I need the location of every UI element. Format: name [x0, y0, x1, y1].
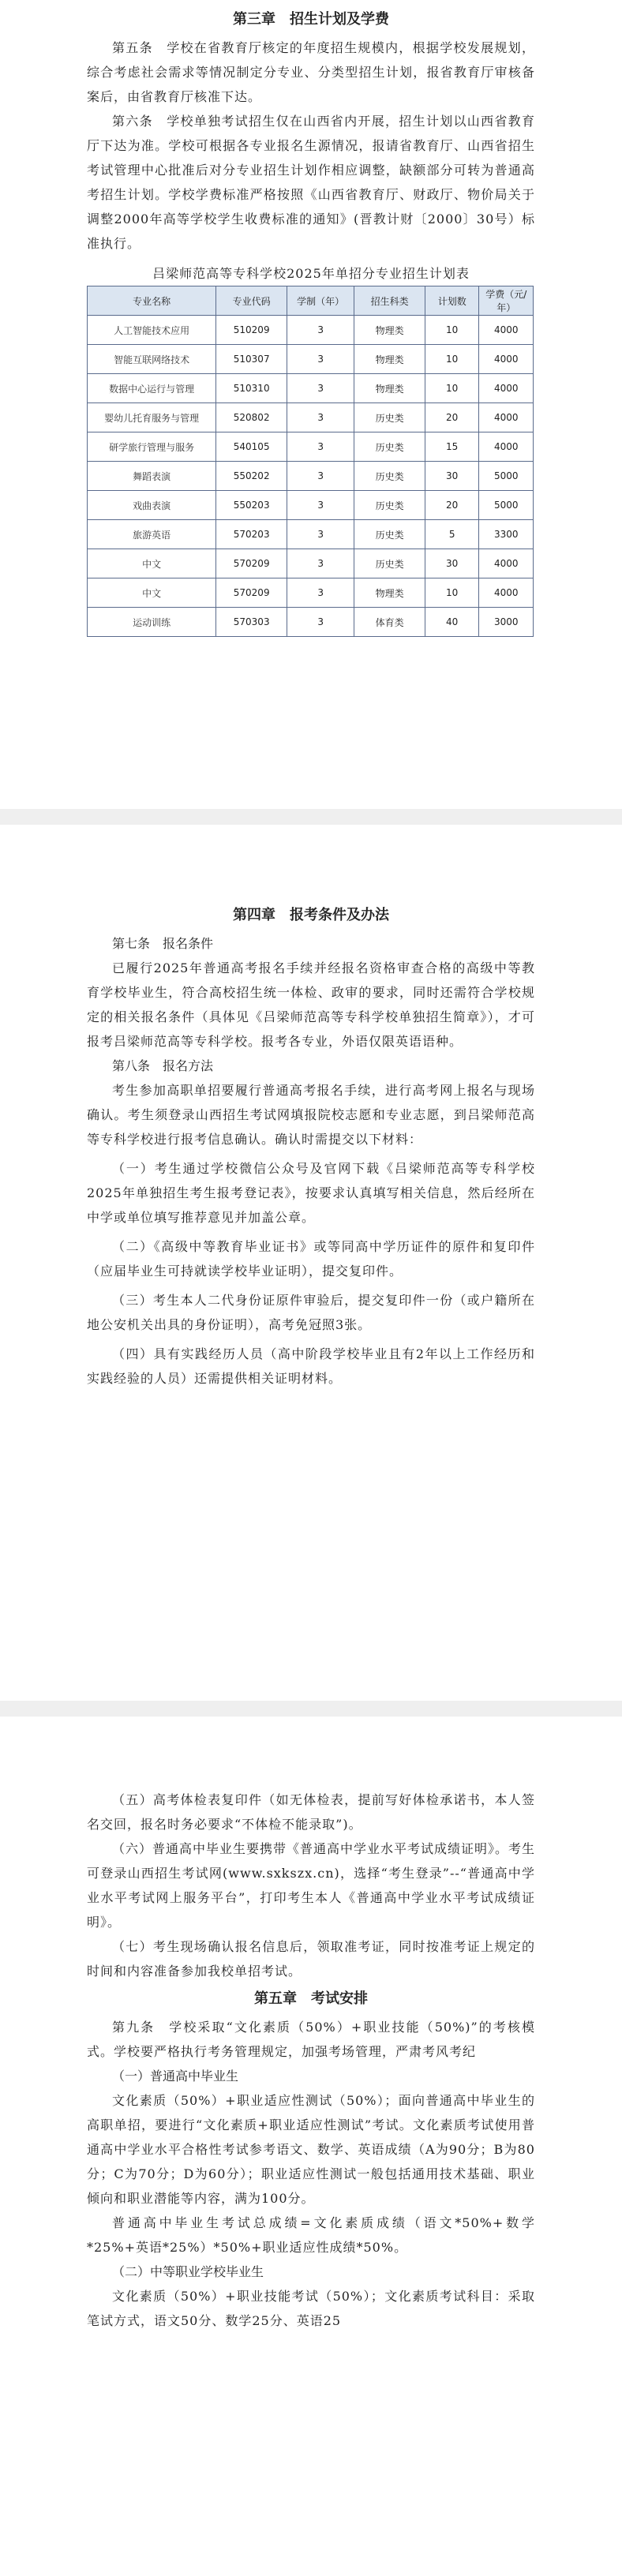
table-cell: 540105 [216, 432, 287, 462]
table-cell: 520802 [216, 403, 287, 432]
table-cell: 4000 [479, 345, 534, 374]
table-cell: 4000 [479, 374, 534, 403]
table-cell: 物理类 [354, 316, 425, 345]
table-header-cell: 专业代码 [216, 286, 287, 316]
table-cell: 人工智能技术应用 [88, 316, 216, 345]
table-cell: 10 [425, 316, 479, 345]
table-cell: 4000 [479, 316, 534, 345]
table-cell: 4000 [479, 403, 534, 432]
table-cell: 30 [425, 462, 479, 491]
table-cell: 物理类 [354, 578, 425, 608]
table-cell: 历史类 [354, 520, 425, 549]
table-cell: 550203 [216, 491, 287, 520]
table-cell: 戏曲表演 [88, 491, 216, 520]
table-header-row [88, 286, 534, 316]
table-row [88, 491, 534, 520]
table-cell: 5000 [479, 462, 534, 491]
table-cell: 570209 [216, 578, 287, 608]
table-cell: 4000 [479, 432, 534, 462]
table-cell: 3 [287, 491, 354, 520]
table-row [88, 345, 534, 374]
table-cell: 570303 [216, 608, 287, 637]
table-cell: 旅游英语 [88, 520, 216, 549]
table-cell: 3 [287, 345, 354, 374]
table-row [88, 578, 534, 608]
material-item-3: （三）考生本人二代身份证原件审验后，提交复印件一份（或户籍所在地公安机关出具的身份证明），高考免冠照3张。 [87, 1293, 535, 1332]
table-cell: 30 [425, 549, 479, 578]
table-cell: 中文 [88, 578, 216, 608]
table-header-cell: 专业名称 [88, 286, 216, 316]
material-item-6: （六）普通高中毕业生要携带《普通高中学业水平考试成绩证明》。考生可登录山西招生考试网(www.sxkszx.cn)，选择“考生登录”--“普通高中学业水平考试网上服务平台”，打印考生本人《普通高中学业水平考试成绩证明》。 [87, 1841, 536, 1930]
table-cell: 550202 [216, 462, 287, 491]
table-cell: 20 [425, 491, 479, 520]
table-cell: 智能互联网络技术 [88, 345, 216, 374]
table-cell: 历史类 [354, 403, 425, 432]
table-cell: 物理类 [354, 345, 425, 374]
table-cell: 510310 [216, 374, 287, 403]
material-item-4: （四）具有实践经历人员（高中阶段学校毕业且有2年以上工作经历和实践经验的人员）还需提供相关证明材料。 [87, 1346, 535, 1386]
material-item-2: （二）《高级中等教育毕业证书》或等同高中学历证件的原件和复印件（应届毕业生可持就读学校毕业证明），提交复印件。 [87, 1239, 535, 1279]
page-separator [0, 809, 622, 825]
table-row [88, 403, 534, 432]
table-cell: 5000 [479, 491, 534, 520]
table-cell: 3 [287, 462, 354, 491]
table-cell: 3000 [479, 608, 534, 637]
subsection-1-formula: 普通高中毕业生考试总成绩=文化素质成绩（语文*50%+数学*25%+英语*25%）*50%+职业适应性成绩*50%。 [87, 2215, 535, 2255]
table-header-cell: 学制（年） [287, 286, 354, 316]
table-cell: 历史类 [354, 462, 425, 491]
article-7-text: 已履行2025年普通高考报名手续并经报名资格审查合格的高级中等教育学校毕业生，符合高校招生统一体检、政审的要求，同时还需符合学校规定的相关报名条件（具体见《吕梁师范高等专科学校单独招生简章》），才可报考吕梁师范高等专科学校。报考各专业，外语仅限英语语种。 [87, 960, 535, 1049]
table-header-cell: 招生科类 [354, 286, 425, 316]
table-cell: 4000 [479, 578, 534, 608]
table-cell: 物理类 [354, 374, 425, 403]
table-cell: 15 [425, 432, 479, 462]
table-cell: 3 [287, 608, 354, 637]
table-cell: 570203 [216, 520, 287, 549]
table-row [88, 549, 534, 578]
table-cell: 3 [287, 549, 354, 578]
table-cell: 历史类 [354, 491, 425, 520]
table-cell: 5 [425, 520, 479, 549]
chapter-5-title: 第五章 考试安排 [254, 1990, 368, 2007]
table-cell: 历史类 [354, 549, 425, 578]
subsection-2-text: 文化素质（50%）+职业技能考试（50%）；文化素质考试科目：采取笔试方式，语文50分、数学25分、英语25 [87, 2289, 535, 2328]
table-cell: 10 [425, 578, 479, 608]
table-cell: 研学旅行管理与服务 [88, 432, 216, 462]
chapter-3-title: 第三章 招生计划及学费 [233, 11, 389, 28]
table-cell: 3 [287, 520, 354, 549]
table-cell: 婴幼儿托育服务与管理 [88, 403, 216, 432]
table-row [88, 462, 534, 491]
table-cell: 3 [287, 316, 354, 345]
table-row [88, 520, 534, 549]
page-2 [0, 825, 622, 1701]
table-cell: 10 [425, 374, 479, 403]
subsection-2-title: （二）中等职业学校毕业生 [112, 2264, 264, 2279]
table-row [88, 374, 534, 403]
page-3 [0, 1717, 622, 2576]
table-header-cell: 计划数 [425, 286, 479, 316]
table-cell: 510209 [216, 316, 287, 345]
table-cell: 510307 [216, 345, 287, 374]
table-cell: 3300 [479, 520, 534, 549]
table-cell: 运动训练 [88, 608, 216, 637]
article-8-title: 第八条 报名方法 [112, 1058, 214, 1073]
table-row [88, 316, 534, 345]
table-cell: 570209 [216, 549, 287, 578]
table-cell: 体育类 [354, 608, 425, 637]
table-cell: 舞蹈表演 [88, 462, 216, 491]
article-5: 第五条 学校在省教育厅核定的年度招生规模内，根据学校发展规划，综合考虑社会需求等情况制定分专业、分类型招生计划，报省教育厅审核备案后，由省教育厅核准下达。 [87, 40, 535, 104]
enrollment-plan-table [87, 286, 534, 637]
chapter-4-title: 第四章 报考条件及办法 [233, 907, 389, 923]
table-cell: 3 [287, 432, 354, 462]
article-9-text: 第九条 学校采取“文化素质（50%）+职业技能（50%)”的考核模式。学校要严格执行考务管理规定，加强考场管理，严肃考风考纪 [87, 2020, 535, 2059]
table-cell: 数据中心运行与管理 [88, 374, 216, 403]
table-cell: 20 [425, 403, 479, 432]
material-item-1: （一）考生通过学校微信公众号及官网下载《吕梁师范高等专科学校2025年单独招生考生报考登记表》，按要求认真填写相关信息，然后经所在中学或单位填写推荐意见并加盖公章。 [87, 1161, 535, 1225]
table-cell: 3 [287, 374, 354, 403]
table-title: 吕梁师范高等专科学校2025年单招分专业招生计划表 [152, 266, 470, 281]
subsection-1-title: （一）普通高中毕业生 [112, 2069, 239, 2084]
article-6: 第六条 学校单独考试招生仅在山西省内开展，招生计划以山西省教育厅下达为准。学校可根据各专业报名生源情况，报请省教育厅、山西省招生考试管理中心批准后对分专业招生计划作相应调整，缺额部分可转为普通高考招生计划。学校学费标准严格按照《山西省教育厅、财政厅、物价局关于调整2000年高等学校学生收费标准的通知》(晋教计财〔2000〕30号）标准执行。 [87, 114, 535, 251]
article-8-text: 考生参加高职单招要履行普通高考报名手续，进行高考网上报名与现场确认。考生须登录山西招生考试网填报院校志愿和专业志愿，到吕梁师范高等专科学校进行报考信息确认。确认时需提交以下材料： [87, 1083, 535, 1147]
table-cell: 历史类 [354, 432, 425, 462]
article-7-title: 第七条 报名条件 [112, 936, 214, 951]
table-cell: 10 [425, 345, 479, 374]
page-1 [0, 0, 622, 809]
table-row [88, 608, 534, 637]
table-cell: 3 [287, 403, 354, 432]
table-cell: 4000 [479, 549, 534, 578]
material-item-7: （七）考生现场确认报名信息后，领取准考证，同时按准考证上规定的时间和内容准备参加我校单招考试。 [87, 1939, 535, 1979]
table-cell: 3 [287, 578, 354, 608]
table-cell: 中文 [88, 549, 216, 578]
table-header-cell: 学费（元/年） [479, 286, 534, 316]
page-separator [0, 1701, 622, 1717]
material-item-5: （五）高考体检表复印件（如无体检表，提前写好体检承诺书，本人签名交回，报名时务必要求“不体检不能录取”)。 [87, 1792, 535, 1832]
table-row [88, 432, 534, 462]
subsection-1-text: 文化素质（50%）+职业适应性测试（50%）；面向普通高中毕业生的高职单招，要进行“文化素质+职业适应性测试”考试。文化素质考试使用普通高中学业水平合格性考试参考语文、数学、英语成绩（A为90分；B为80分；C为70分；D为60分）；职业适应性测试一般包括通用技术基础、职业倾向和职业潜能等内容，满为100分。 [87, 2093, 535, 2206]
table-cell: 40 [425, 608, 479, 637]
